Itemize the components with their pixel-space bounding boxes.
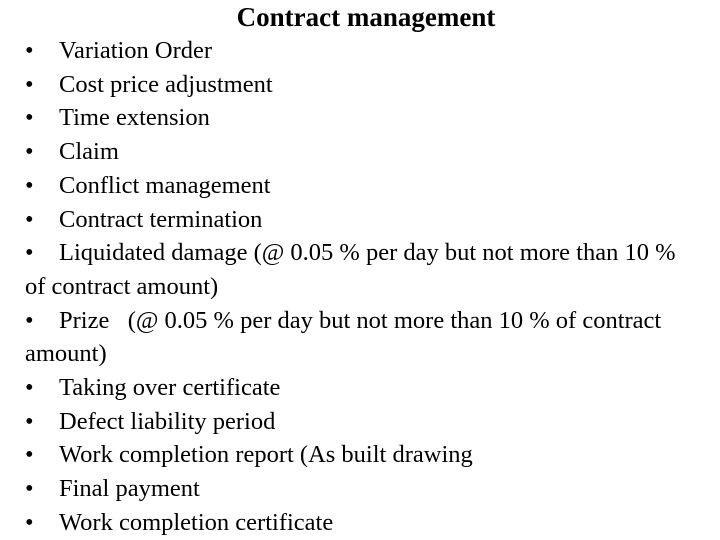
list-item [25,506,685,540]
bullet-icon: • [25,70,34,98]
bullet-icon: • [25,407,34,435]
list-item-text: Liquidated damage (@ 0.05 % per day but not more than 10 % of contract amount) [25,239,676,300]
list-item-text: Conflict management [59,171,271,199]
bullet-icon: • [25,508,34,536]
list-item-text: Final payment [59,475,200,503]
list-item-text: Taking over certificate [59,374,281,402]
list-item-text: Work completion report (As built drawing [59,441,473,469]
list-item [25,371,685,405]
list-item-text: Variation Order [59,37,213,64]
bullet-icon: • [25,104,34,132]
list-item [25,236,685,303]
list-item [25,304,685,371]
bullet-icon: • [25,239,34,267]
list-item-text: Work completion certificate [59,508,334,536]
list-item [25,405,685,439]
list-item [25,34,685,68]
list-item-text: Time extension [59,104,210,132]
bullet-icon: • [25,205,34,233]
list-item-text: Cost price adjustment [59,70,273,98]
bullet-icon: • [25,306,34,334]
list-item [25,101,685,135]
bullet-icon: • [25,475,34,503]
bullet-icon: • [25,374,34,402]
list-item [25,203,685,237]
list-item [25,472,685,506]
list-item [25,438,685,472]
bullet-icon: • [25,171,34,199]
list-item-text: Claim [59,138,119,166]
bullet-icon: • [25,37,34,64]
bullet-list [25,34,685,540]
list-item [25,135,685,169]
list-item [25,169,685,203]
list-item [25,68,685,102]
slide-title: Contract management [236,2,496,32]
list-item-text: Defect liability period [59,407,276,435]
bullet-icon: • [25,138,34,166]
list-item-text: Prize (@ 0.05 % per day but not more than 10 % of contract amount) [25,306,668,368]
list-item-text: Contract termination [59,205,263,233]
bullet-icon: • [25,441,34,469]
